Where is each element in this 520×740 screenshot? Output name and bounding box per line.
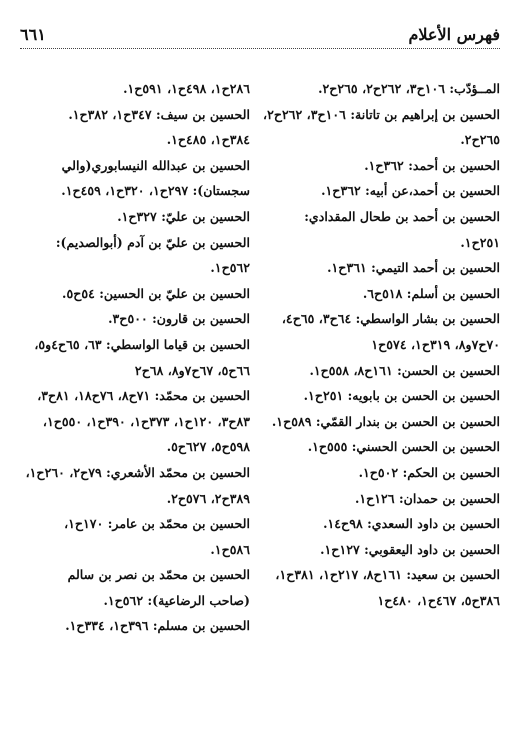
index-entry: الحسين بن الحسن الحسني: ٥٥٥ح١.	[307, 439, 500, 455]
index-entry: المــؤدّب: ١٠٦ح٣، ٢٦٢ح٢، ٢٦٥ح٢.	[318, 81, 500, 96]
index-entry: ٣٨٤ح١، ٤٨٥ح١.	[166, 132, 250, 148]
index-column-right	[262, 76, 500, 613]
page-title: فهرس الأعلام	[408, 25, 500, 44]
page-header	[20, 16, 500, 49]
index-entry: الحسين بن أحمد،عن أبيه: ٣٦٢ح١.	[321, 183, 500, 199]
index-entry: الحسين بن محمّد الأشعري: ٧٩ح٢، ٢٦٠ح١، ٣٨٩ح٢، ٥٧٦ح٢.	[25, 464, 250, 506]
index-entry: الحسين بن الحسن: ١٦١ح٨، ٥٥٨ح١.	[309, 362, 500, 378]
index-column-left	[24, 76, 250, 639]
index-entry: الحسين بن إبراهيم بن تاتانة: ١٠٦ح٣، ٢٦٢ح٢، ٢٦٥ح٢.	[263, 106, 500, 148]
index-entry: الحسين بن عليّ بن الحسين: ٥٤ح٥.	[62, 285, 250, 301]
index-entry: الحسين بن الحسن بن بندار القمّي: ٥٨٩ح١.	[271, 413, 500, 429]
index-entry: الحسين بن محمّد بن نصر بن سالم (صاحب الرضاعية): ٥٦٢ح١.	[67, 567, 250, 608]
index-entry: الحسين بن محمّد بن عامر: ١٧٠ح١، ٥٨٦ح١.	[64, 516, 250, 557]
index-entry: الحسين بن داود اليعقوبي: ١٢٧ح١.	[320, 541, 500, 557]
index-entry: ٢٨٦ح١، ٤٩٨ح١، ٥٩١ح١.	[123, 81, 250, 96]
index-entry: الحسين بن عليّ بن آدم (أبوالصديم): ٥٦٢ح١.	[55, 234, 250, 276]
index-entry: الحسين بن عليّ: ٣٢٧ح١.	[117, 208, 250, 224]
index-entry: الحسين بن الحسن بن بابويه: ٢٥١ح١.	[303, 388, 500, 404]
index-entry: الحسين بن أحمد: ٣٦٢ح١.	[364, 157, 500, 173]
index-entry: الحسين بن أحمد بن طحال المقدادي: ٢٥١ح١.	[304, 208, 500, 250]
index-entry: الحسين بن سعيد: ١٦١ح٨، ٢١٧ح١، ٣٨١ح١، ٣٨٦ح٥، ٤٦٧ح١، ٤٨٠ح١	[275, 567, 500, 608]
index-entry: الحسين بن عبدالله النيسابوري(والي سجستان): ٢٩٧ح١، ٣٢٠ح١، ٤٥٩ح١.	[61, 157, 250, 199]
index-entry: الحسين بن داود السعدي: ٩٨ح١٤.	[323, 516, 500, 532]
index-entry: الحسين بن مسلم: ٣٩٦ح١، ٣٣٤ح١.	[65, 618, 250, 634]
index-entry: الحسين بن أسلم: ٥١٨ح٦.	[362, 285, 500, 301]
index-entry: الحسين بن قارون: ٥٠٠ح٣.	[108, 311, 250, 327]
index-entry: الحسين بن قياما الواسطي: ٦٣، ٦٥ح٤و٥، ٦٦ح٥، ٦٧ح٧و٨، ٦٨ح٢	[34, 336, 250, 378]
index-entry: الحسين بن أحمد التيمي: ٣٦١ح١.	[327, 260, 500, 276]
index-entry: الحسين بن بشار الواسطي: ٦٤ح٣، ٦٥ح٤، ٧٠ح٧و٨، ٣١٩ح١، ٥٧٤ح١	[281, 311, 500, 352]
index-entry: الحسين بن محمّد: ٧١ح٨، ٧٦ح١٨، ٨١ح٣، ٨٣ح٣، ١٢٠ح١، ٣٧٣ح١، ٣٩٠ح١، ٥٥٠ح١، ٥٩٨ح٥، ٦٢٧ح٥.	[37, 388, 250, 455]
index-entry: الحسين بن حمدان: ١٢٦ح١.	[355, 490, 500, 506]
index-entry: الحسين بن سيف: ٣٤٧ح١، ٣٨٢ح١.	[68, 106, 250, 122]
page-number: ٦٦١	[20, 25, 46, 44]
index-entry: الحسين بن الحكم: ٥٠٢ح١.	[358, 464, 500, 480]
